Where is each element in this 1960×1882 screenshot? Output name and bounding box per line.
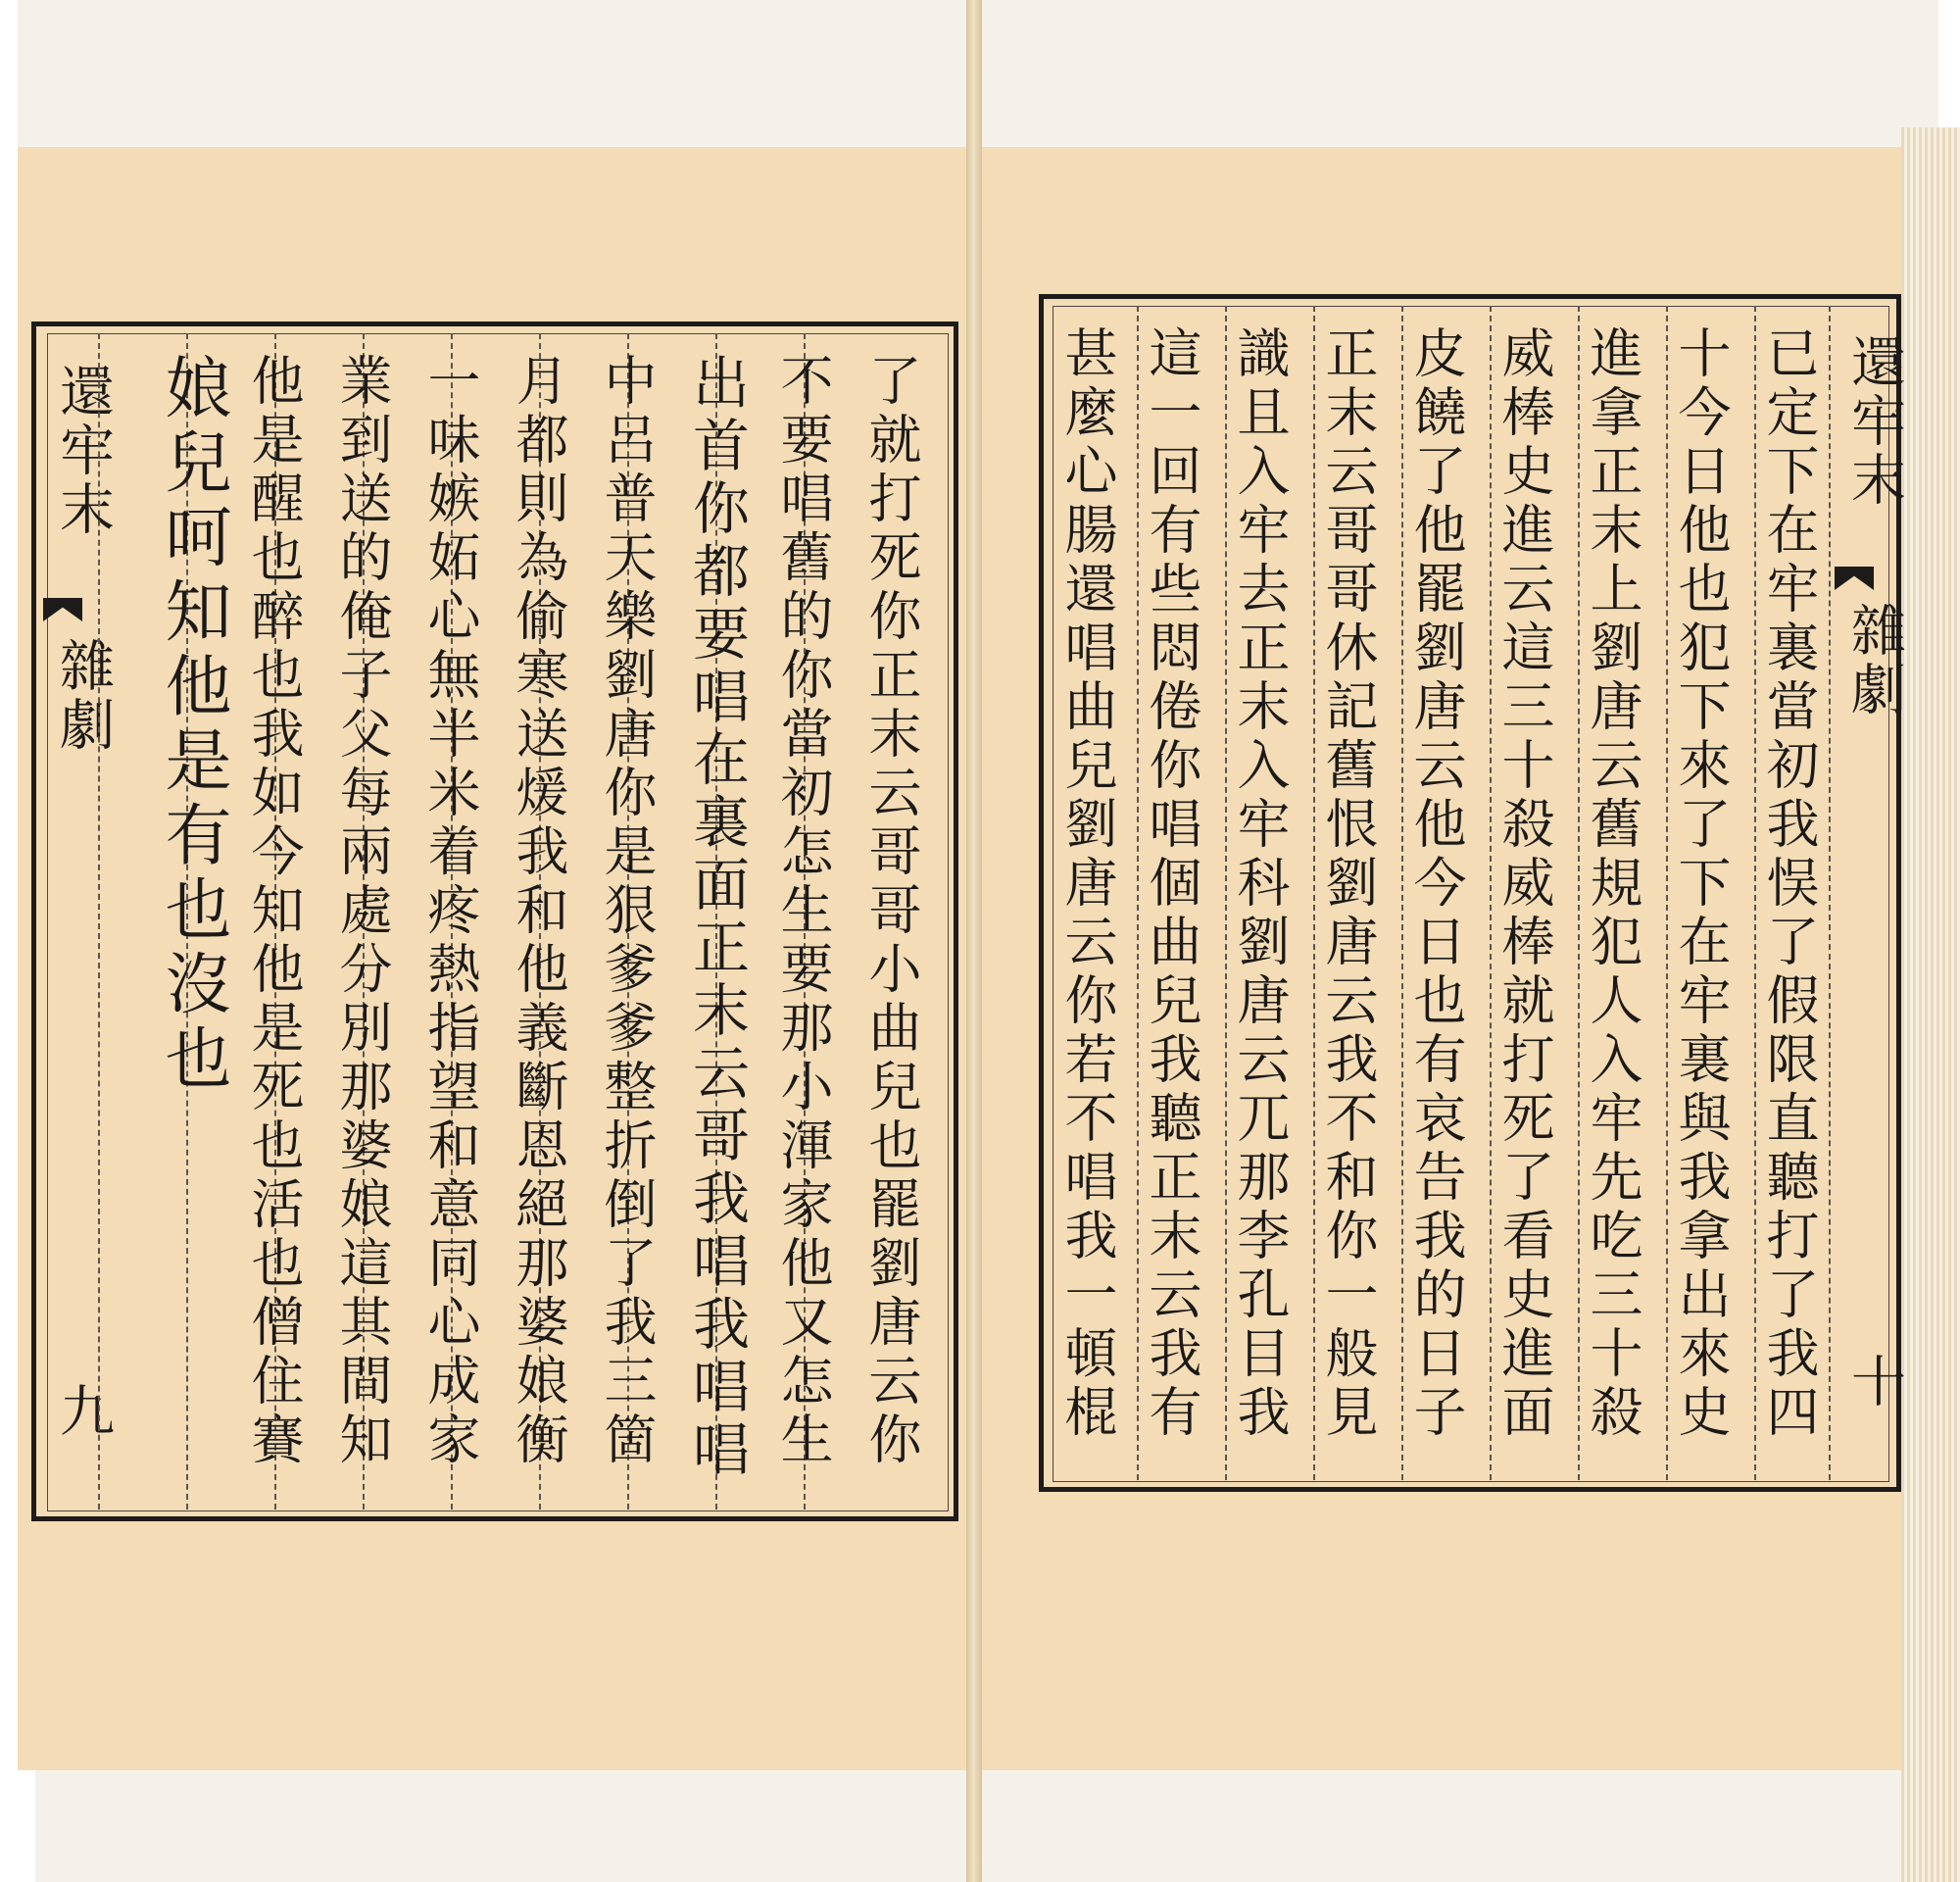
top-paper-left	[18, 0, 972, 147]
right-column-4: 威棒史進云這三十殺威棒就打死了看史進面	[1494, 325, 1555, 1443]
left-column-6: 一味嫉妬心無半米着疼熱指望和意同心成家	[419, 353, 481, 1470]
left-column-7: 業到送的俺子父每兩處分別那婆娘這其間知	[331, 353, 393, 1470]
right-margin-title: 還牢末	[1842, 333, 1906, 510]
left-margin-title: 還牢末	[51, 363, 115, 539]
right-rule-5	[1578, 306, 1580, 1480]
right-rule-1	[1225, 306, 1227, 1480]
right-rule-6	[1666, 306, 1668, 1480]
left-column-4: 中呂普天樂劉唐你是狠爹爹整折倒了我三箇	[596, 353, 658, 1470]
book-fold	[966, 0, 982, 1882]
left-column-8: 他是醒也醉也我如今知他是死也活也僧住賽	[243, 353, 305, 1470]
bottom-paper-left	[35, 1770, 972, 1882]
right-column-7: 識且入牢去正末入牢科劉唐云兀那李孔目我	[1229, 325, 1291, 1443]
right-rule-0	[1137, 306, 1139, 1480]
right-column-2: 十今日他也犯下來了下在牢裏與我拿出來史	[1670, 325, 1732, 1443]
left-column-2: 不要唱舊的你當初怎生要那小渾家他又怎生	[772, 353, 834, 1470]
left-column-1: 了就打死你正末云哥哥小曲兒也罷劉唐云你	[860, 353, 922, 1470]
right-column-5: 皮饒了他罷劉唐云他今日也有哀告我的日子	[1405, 325, 1467, 1443]
right-column-9: 甚麼心腸還唱曲兒劉唐云你若不唱我一頓棍	[1056, 325, 1118, 1443]
left-column-9: 娘兒呵知他是有也沒也	[154, 353, 231, 1098]
right-rule-8	[1829, 306, 1831, 1480]
right-rule-7	[1754, 306, 1756, 1480]
left-rule-0	[98, 333, 100, 1510]
right-margin-section: 雜劇	[1842, 602, 1906, 719]
right-rule-3	[1401, 306, 1403, 1480]
right-rule-2	[1313, 306, 1315, 1480]
left-column-3: 出首你都要唱在裏面正末云哥我唱我唱唱	[683, 353, 750, 1482]
right-rule-4	[1490, 306, 1492, 1480]
right-column-3: 進拿正末上劉唐云舊規犯人入牢先吃三十殺	[1582, 325, 1643, 1443]
left-column-5: 月都則為偷寒送煖我和他義斷恩絕那婆娘衡	[508, 353, 569, 1470]
right-column-1: 已定下在牢裏當初我悮了假限直聽打了我四	[1758, 325, 1820, 1443]
right-column-8: 這一回有些悶倦你唱個曲兒我聽正末云我有	[1141, 325, 1202, 1443]
left-page-number: 九	[51, 1382, 115, 1437]
left-margin-section: 雜劇	[51, 637, 115, 755]
right-page-number: 十	[1842, 1353, 1906, 1408]
top-paper-right	[976, 0, 1938, 147]
bottom-paper-right	[980, 1770, 1921, 1882]
right-column-6: 正末云哥哥休記舊恨劉唐云我不和你一般見	[1317, 325, 1379, 1443]
